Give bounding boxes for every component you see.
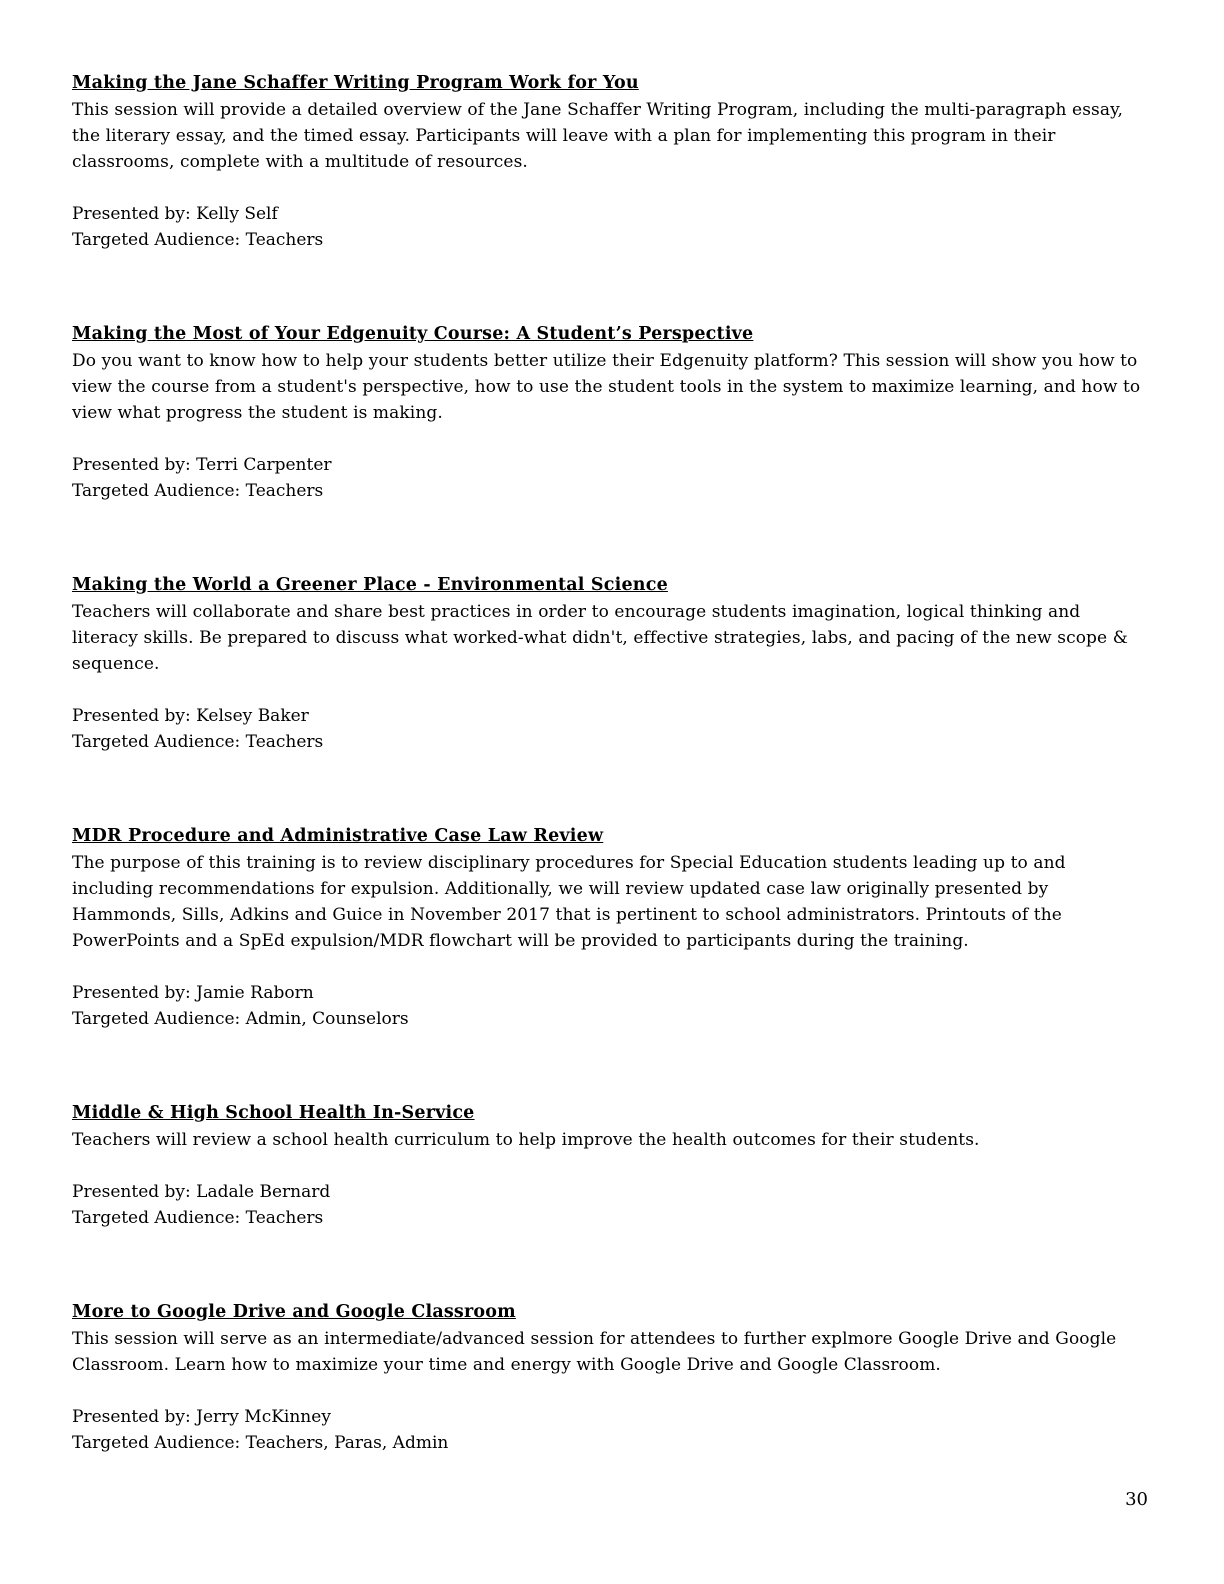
session-meta bbox=[72, 452, 1148, 504]
session-meta bbox=[72, 980, 1148, 1032]
page-number: 30 bbox=[1125, 1489, 1148, 1510]
targeted-audience-line: Targeted Audience: Teachers bbox=[72, 230, 324, 250]
targeted-audience-line: Targeted Audience: Teachers, Paras, Admin bbox=[72, 1433, 449, 1453]
session-block bbox=[72, 1299, 1148, 1456]
session-title: More to Google Drive and Google Classroom bbox=[72, 1302, 516, 1322]
session-description: Teachers will review a school health curriculum to help improve the health outcomes for their students. bbox=[72, 1130, 980, 1150]
session-meta bbox=[72, 1179, 1148, 1231]
session-title: Middle & High School Health In-Service bbox=[72, 1103, 475, 1123]
session-meta bbox=[72, 1404, 1148, 1456]
session-block bbox=[72, 1100, 1148, 1231]
presented-by-line: Presented by: Jerry McKinney bbox=[72, 1407, 331, 1427]
presented-by-line: Presented by: Kelsey Baker bbox=[72, 706, 309, 726]
session-title: MDR Procedure and Administrative Case Law Review bbox=[72, 826, 604, 846]
presented-by-line: Presented by: Terri Carpenter bbox=[72, 455, 332, 475]
targeted-audience-line: Targeted Audience: Teachers bbox=[72, 732, 324, 752]
targeted-audience-line: Targeted Audience: Teachers bbox=[72, 481, 324, 501]
presented-by-line: Presented by: Kelly Self bbox=[72, 204, 278, 224]
presented-by-line: Presented by: Ladale Bernard bbox=[72, 1182, 331, 1202]
session-meta bbox=[72, 703, 1148, 755]
session-block bbox=[72, 823, 1148, 1032]
session-title: Making the World a Greener Place - Environmental Science bbox=[72, 575, 668, 595]
session-block bbox=[72, 321, 1148, 504]
session-description: The purpose of this training is to review disciplinary procedures for Special Education students leading up to and including recommendations for expulsion. Additionally, we will review updated case law originally presented by Hammonds, Sills, Adkins and Guice in November 2017 that is pertinent to school administrators. Printouts of the PowerPoints and a SpEd expulsion/MDR flowchart will be provided to participants during the training. bbox=[72, 853, 1066, 951]
session-title: Making the Most of Your Edgenuity Course: A Student’s Perspective bbox=[72, 324, 754, 344]
session-description: Teachers will collaborate and share best practices in order to encourage students imagination, logical thinking and literacy skills. Be prepared to discuss what worked-what didn't, effective strategies, labs, and pacing of the new scope & sequence. bbox=[72, 602, 1128, 674]
session-description: Do you want to know how to help your students better utilize their Edgenuity platform? This session will show you how to view the course from a student's perspective, how to use the student tools in the system to maximize learning, and how to view what progress the student is making. bbox=[72, 351, 1141, 423]
session-description: This session will provide a detailed overview of the Jane Schaffer Writing Program, including the multi-paragraph essay, the literary essay, and the timed essay. Participants will leave with a plan for implementing this program in their classrooms, complete with a multitude of resources. bbox=[72, 100, 1124, 172]
session-block bbox=[72, 572, 1148, 755]
presented-by-line: Presented by: Jamie Raborn bbox=[72, 983, 314, 1003]
targeted-audience-line: Targeted Audience: Admin, Counselors bbox=[72, 1009, 409, 1029]
session-description: This session will serve as an intermediate/advanced session for attendees to further explmore Google Drive and Google Classroom. Learn how to maximize your time and energy with Google Drive and Google Classroom. bbox=[72, 1329, 1117, 1375]
session-block bbox=[72, 70, 1148, 253]
session-meta bbox=[72, 201, 1148, 253]
session-title: Making the Jane Schaffer Writing Program Work for You bbox=[72, 73, 639, 93]
targeted-audience-line: Targeted Audience: Teachers bbox=[72, 1208, 324, 1228]
